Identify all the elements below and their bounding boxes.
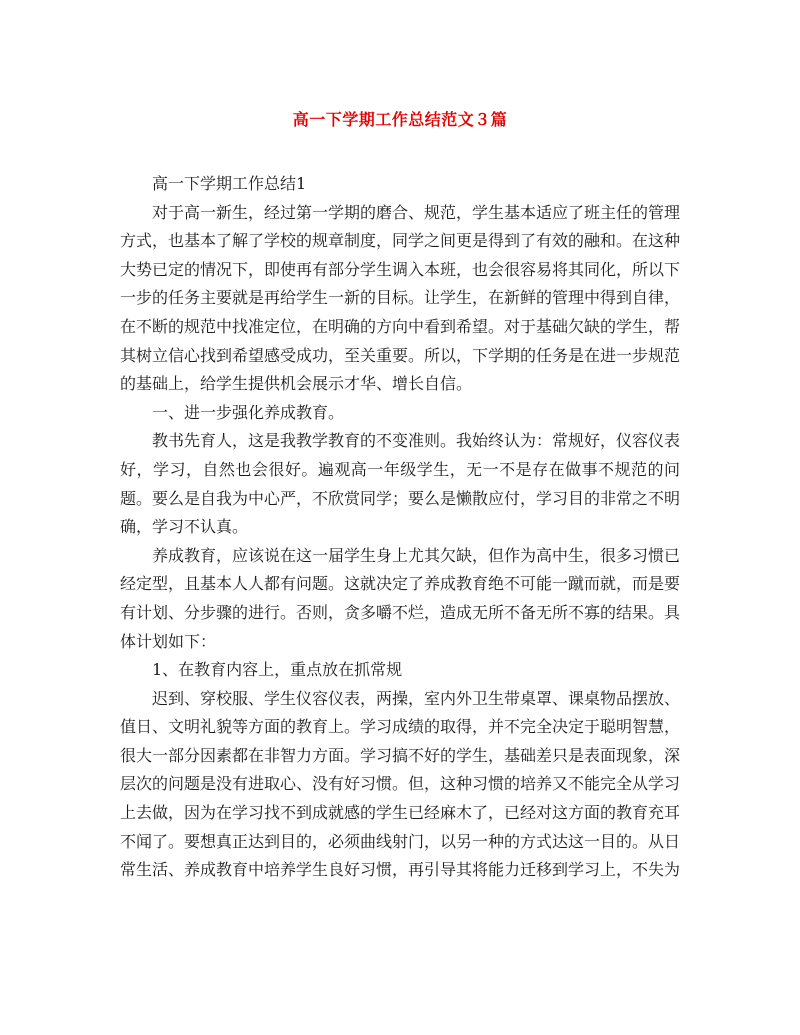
paragraph-intro: 对于高一新生，经过第一学期的磨合、规范，学生基本适应了班主任的管理方式，也基本了解了学校的规章制度，同学之间更是得到了有效的融和。在这种大势已定的情况下，即使再有部分学生调入本班，也会很容易将其同化，所以下一步的任务主要就是再给学生一新的目标。让学生，在新鲜的管理中得到自律，在不断的规范中找准定位，在明确的方向中看到希望。对于基础欠缺的学生，帮其树立信心找到希望感受成功，至关重要。所以，下学期的任务是在进一步规范的基础上，给学生提供机会展示才华、增长自信。 (120, 202, 681, 394)
document-title: 高一下学期工作总结范文３篇 (292, 110, 508, 129)
paragraph-teaching-principle: 教书先育人，这是我教学教育的不变准则。我始终认为：常规好，仪容仪表好，学习，自然也会很好。遍观高一年级学生，无一不是存在做事不规范的问题。要么是自我为中心严，不欣赏同学；要么是懒散应付，学习目的非常之不明确，学习不认真。 (120, 431, 681, 537)
document-body (120, 170, 680, 885)
section-heading-habit-education: 一、进一步强化养成教育。 (152, 402, 345, 422)
paragraph-routine-details: 迟到、穿校服、学生仪容仪表，两操，室内外卫生带桌罩、课桌物品摆放、值日、文明礼貌等方面的教育上。学习成绩的取得，并不完全决定于聪明智慧，很大一部分因素都在非智力方面。学习搞不好的学生，基础差只是表面现象，深层次的问题是没有进取心、没有好习惯。但，这种习惯的培养又不能完全从学习上去做，因为在学习找不到成就感的学生已经麻木了，已经对这方面的教育充耳不闻了。要想真正达到目的，必须曲线射门，以另一种的方式达这一目的。从日常生活、养成教育中培养学生良好习惯，再引导其将能力迁移到学习上，不失为 (120, 688, 681, 880)
section-heading-summary-1: 高一下学期工作总结1 (152, 174, 307, 193)
paragraph-habit-plan: 养成教育，应该说在这一届学生身上尤其欠缺，但作为高中生，很多习惯已经定型，且基本人人都有问题。这就决定了养成教育绝不可能一蹴而就，而是要有计划、分步骤的进行。否则，贪多嚼不烂，造成无所不备无所不寡的结果。具体计划如下： (120, 545, 681, 651)
list-item-1-heading: 1、在教育内容上，重点放在抓常规 (152, 660, 403, 680)
